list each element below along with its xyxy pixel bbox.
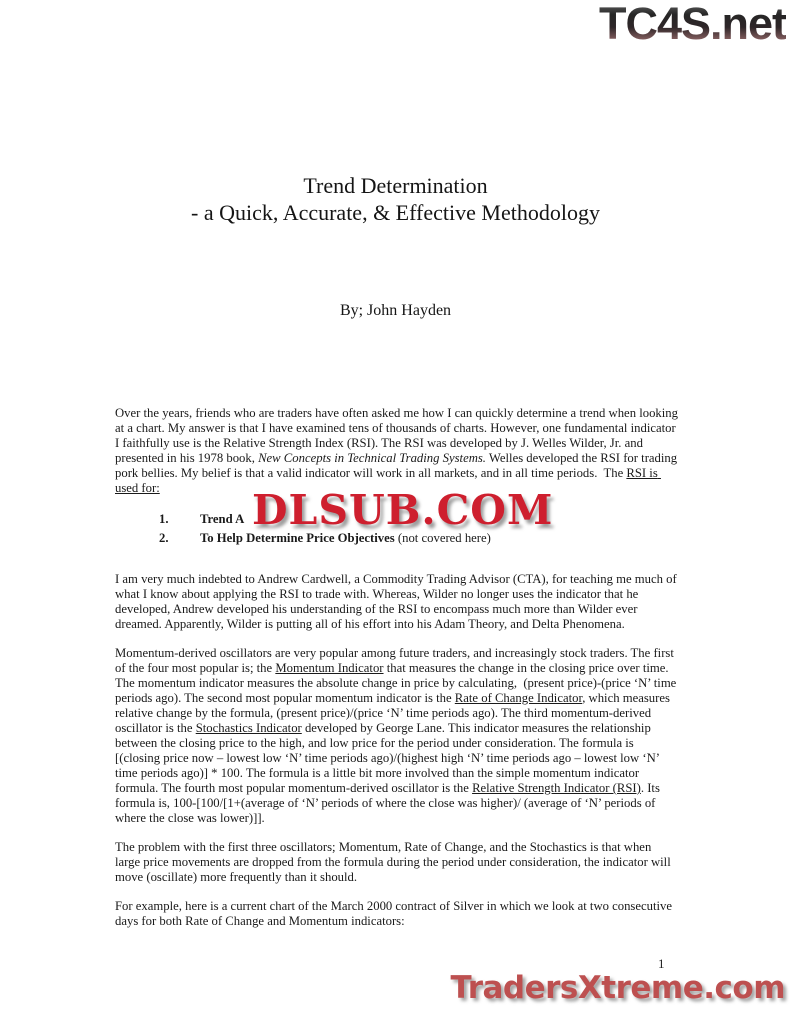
paragraph-momentum-oscillators: Momentum-derived oscillators are very popular among future traders, and increasingly stock traders. The first of the four most popular is; the Momentum Indicator that measures the change in the closing price over time. The momentum indicator measures the absolute change in price by calculating, (present price)-(price ‘N’ time periods ago). The second most popular momentum indicator is the Rate of Change Indicator, which measures relative change by the formula, (present price)/(price ‘N’ time periods ago). The third momentum-derived oscillator is the Stochastics Indicator developed by George Lane. This indicator measures the relationship between the closing price to the high, and low price for the period under consideration. The formula is [(closing price now – lowest low ‘N’ time periods ago)/(highest high ‘N’ time periods ago – lowest low ‘N’ time periods ago)] * 100. The formula is a little bit more involved than the simple momentum indicator formula. The fourth most popular momentum-derived oscillator is the Relative Strength Indicator (RSI). Its formula is, 100-[100/[1+(average of ‘N’ periods of where the close was higher)/ (average of ‘N’ periods of where the close was lower)]]. xyxy=(115,646,680,825)
list-item-label: To Help Determine Price Objectives (not covered here) xyxy=(200,531,491,545)
title-line-2: - a Quick, Accurate, & Effective Methodology xyxy=(191,200,600,225)
page-number: 1 xyxy=(658,956,665,971)
list-item-number: 2. xyxy=(159,531,169,545)
dlsub-watermark-stamp: DLSUB.COM xyxy=(252,486,554,534)
list-item-label: Trend A xyxy=(200,512,245,526)
list-item-number: 1. xyxy=(159,512,169,526)
paragraph-intro: Over the years, friends who are traders have often asked me how I can quickly determine a trend when looking at a chart. My answer is that I have examined tens of thousands of charts. However, one fundamental indicator I faithfully use is the Relative Strength Index (RSI). The RSI was developed by J. Welles Wilder, Jr. and presented in his 1978 book, New Concepts in Technical Trading Systems. Welles developed the RSI for trading pork bellies. My belief is that a valid indicator will work in all markets, and in all time periods. The RSI is used for: xyxy=(115,406,682,495)
title-line-1: Trend Determination xyxy=(303,173,488,198)
tc4s-site-logo: TC4S.net xyxy=(598,0,786,49)
document-title xyxy=(0,172,791,226)
paragraph-silver-example: For example, here is a current chart of the March 2000 contract of Silver in which we look at two consecutive days for both Rate of Change and Momentum indicators: xyxy=(115,899,676,928)
paragraph-oscillator-problem: The problem with the first three oscillators; Momentum, Rate of Change, and the Stochastics is that when large price movements are dropped from the formula during the period under consideration, the indicator will move (oscillate) more frequently than it should. xyxy=(115,840,674,884)
paragraph-cardwell: I am very much indebted to Andrew Cardwell, a Commodity Trading Advisor (CTA), for teaching me much of what I know about applying the RSI to trade with. Whereas, Wilder no longer uses the indicator that he developed, Andrew developed his understanding of the RSI to encompass much more than Wilder ever dreamed. Apparently, Wilder is putting all of his effort into his Adam Theory, and Delta Phenomena. xyxy=(115,572,680,631)
tradersxtreme-site-logo: TradersXtreme.com xyxy=(450,970,785,1006)
author-byline: By; John Hayden xyxy=(339,302,452,319)
